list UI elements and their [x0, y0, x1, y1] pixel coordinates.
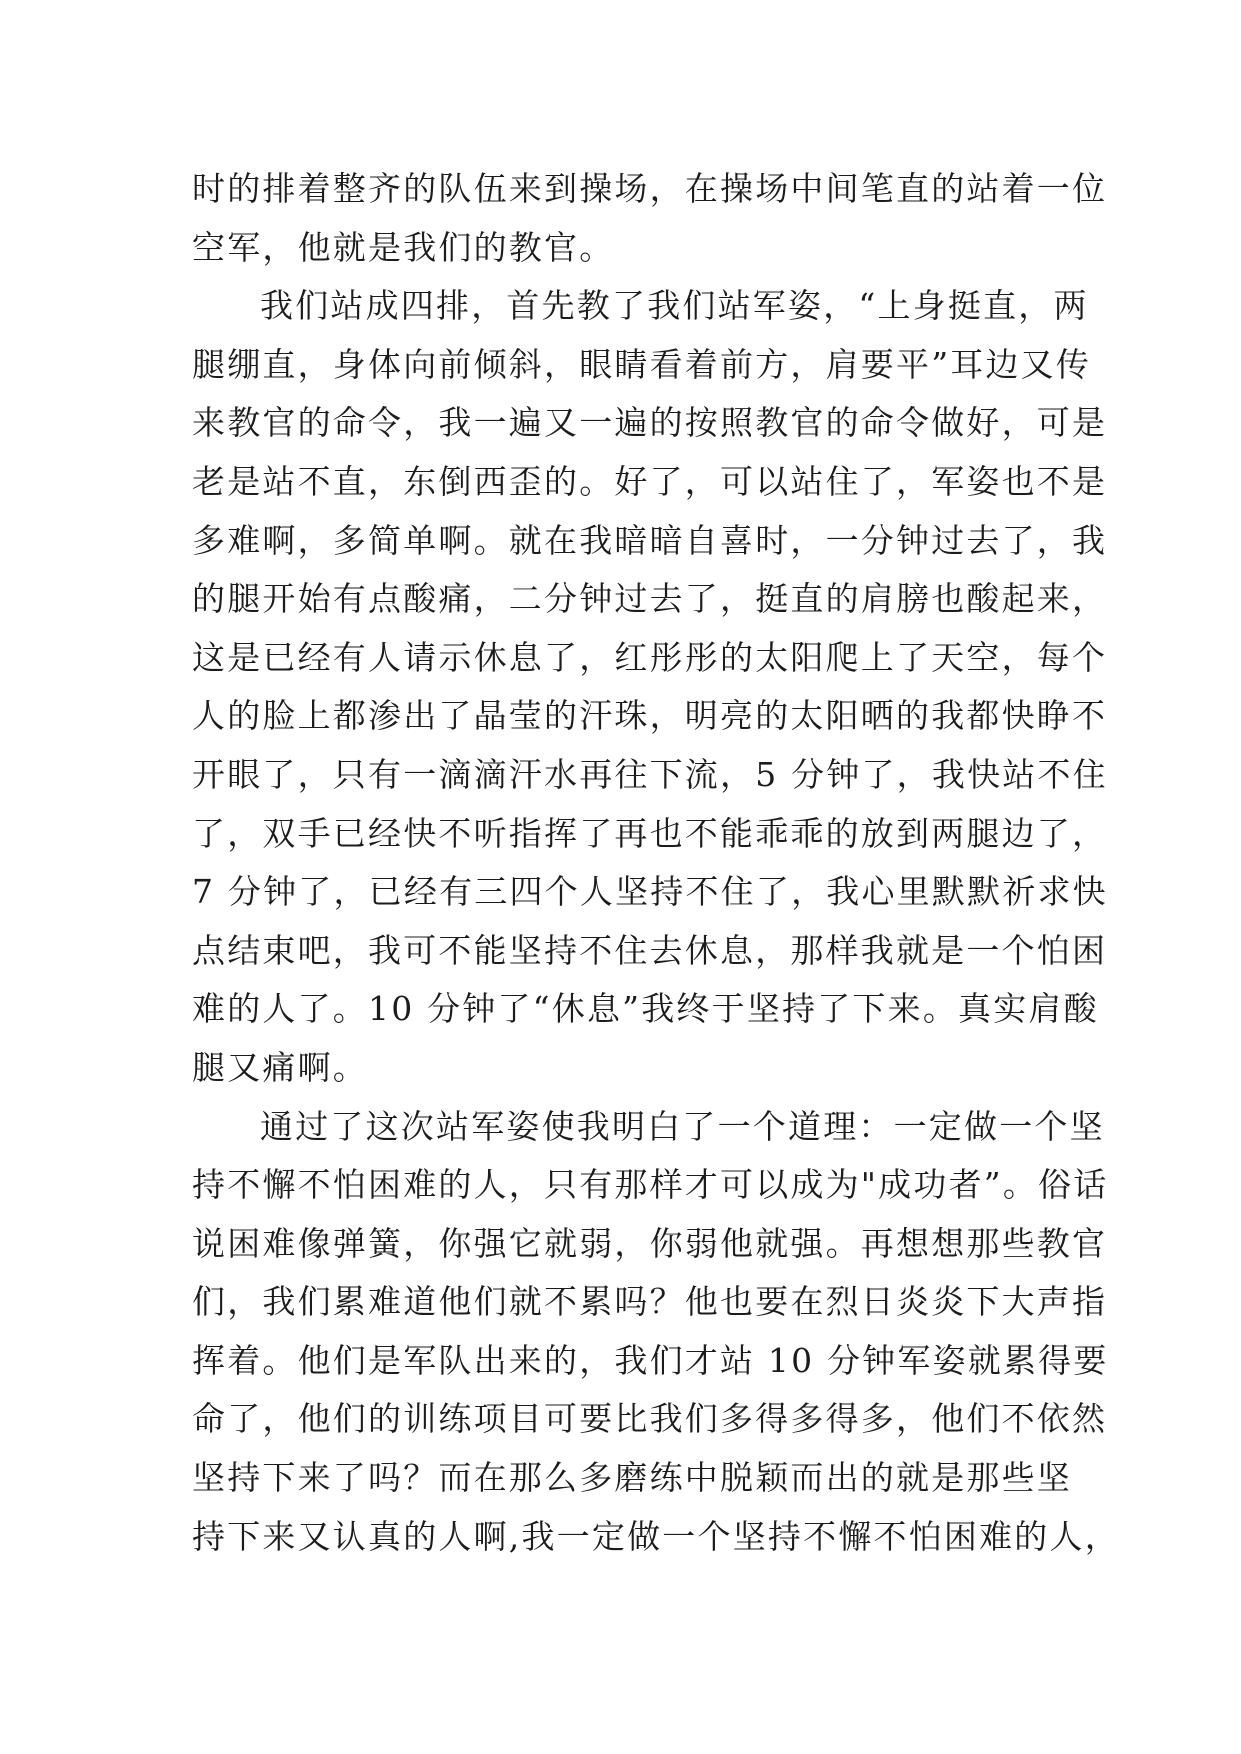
text-line: 老是站不直，东倒西歪的。好了，可以站住了，军姿也不是 [192, 461, 1108, 501]
text-line: 持不懈不怕困难的人，只有那样才可以成为"成功者”。俗话 [192, 1165, 1109, 1205]
text-line: 腿绷直，身体向前倾斜，眼睛看着前方，肩要平”耳边又传 [192, 344, 1092, 384]
text-line: 腿又痛啊。 [192, 1047, 368, 1087]
text-line: 说困难像弹簧，你强它就弱，你弱他就强。再想想那些教官 [192, 1223, 1108, 1263]
text-line: 7 分钟了，已经有三四个人坚持不住了，我心里默默祈求快 [192, 872, 1108, 912]
text-line: 这是已经有人请示休息了，红彤彤的太阳爬上了天空，每个 [192, 637, 1108, 677]
text-line: 点结束吧，我可不能坚持不住去休息，那样我就是一个怕困 [192, 930, 1108, 970]
text-line: 的腿开始有点酸痛，二分钟过去了，挺直的肩膀也酸起来， [192, 579, 1108, 619]
text-line: 们，我们累难道他们就不累吗？他也要在烈日炎炎下大声指 [192, 1282, 1108, 1322]
text-line: 难的人了。10 分钟了“休息”我终于坚持了下来。真实肩酸 [192, 989, 1099, 1029]
text-line: 多难啊，多简单啊。就在我暗暗自喜时，一分钟过去了，我 [192, 520, 1108, 560]
text-line: 通过了这次站军姿使我明白了一个道理：一定做一个坚 [260, 1106, 1105, 1146]
text-line: 时的排着整齐的队伍来到操场，在操场中间笔直的站着一位 [192, 169, 1108, 208]
text-line: 人的脸上都渗出了晶莹的汗珠，明亮的太阳晒的我都快睁不 [192, 696, 1108, 736]
text-line: 持下来又认真的人啊,我一定做一个坚持不懈不怕困难的人， [192, 1516, 1120, 1556]
text-line: 空军，他就是我们的教官。 [192, 227, 615, 267]
body-text [192, 160, 1120, 1566]
text-line: 来教官的命令，我一遍又一遍的按照教官的命令做好，可是 [192, 403, 1108, 443]
text-line: 了，双手已经快不听指挥了再也不能乖乖的放到两腿边了， [192, 813, 1108, 853]
text-line: 命了，他们的训练项目可要比我们多得多得多，他们不依然 [192, 1399, 1108, 1439]
text-line: 我们站成四排，首先教了我们站军姿，“上身挺直，两 [260, 286, 1089, 326]
text-line: 坚持下来了吗？而在那么多磨练中脱颖而出的就是那些坚 [192, 1458, 1072, 1498]
text-line: 开眼了，只有一滴滴汗水再往下流，5 分钟了，我快站不住 [192, 754, 1108, 794]
text-line: 挥着。他们是军队出来的，我们才站 10 分钟军姿就累得要 [192, 1340, 1109, 1380]
